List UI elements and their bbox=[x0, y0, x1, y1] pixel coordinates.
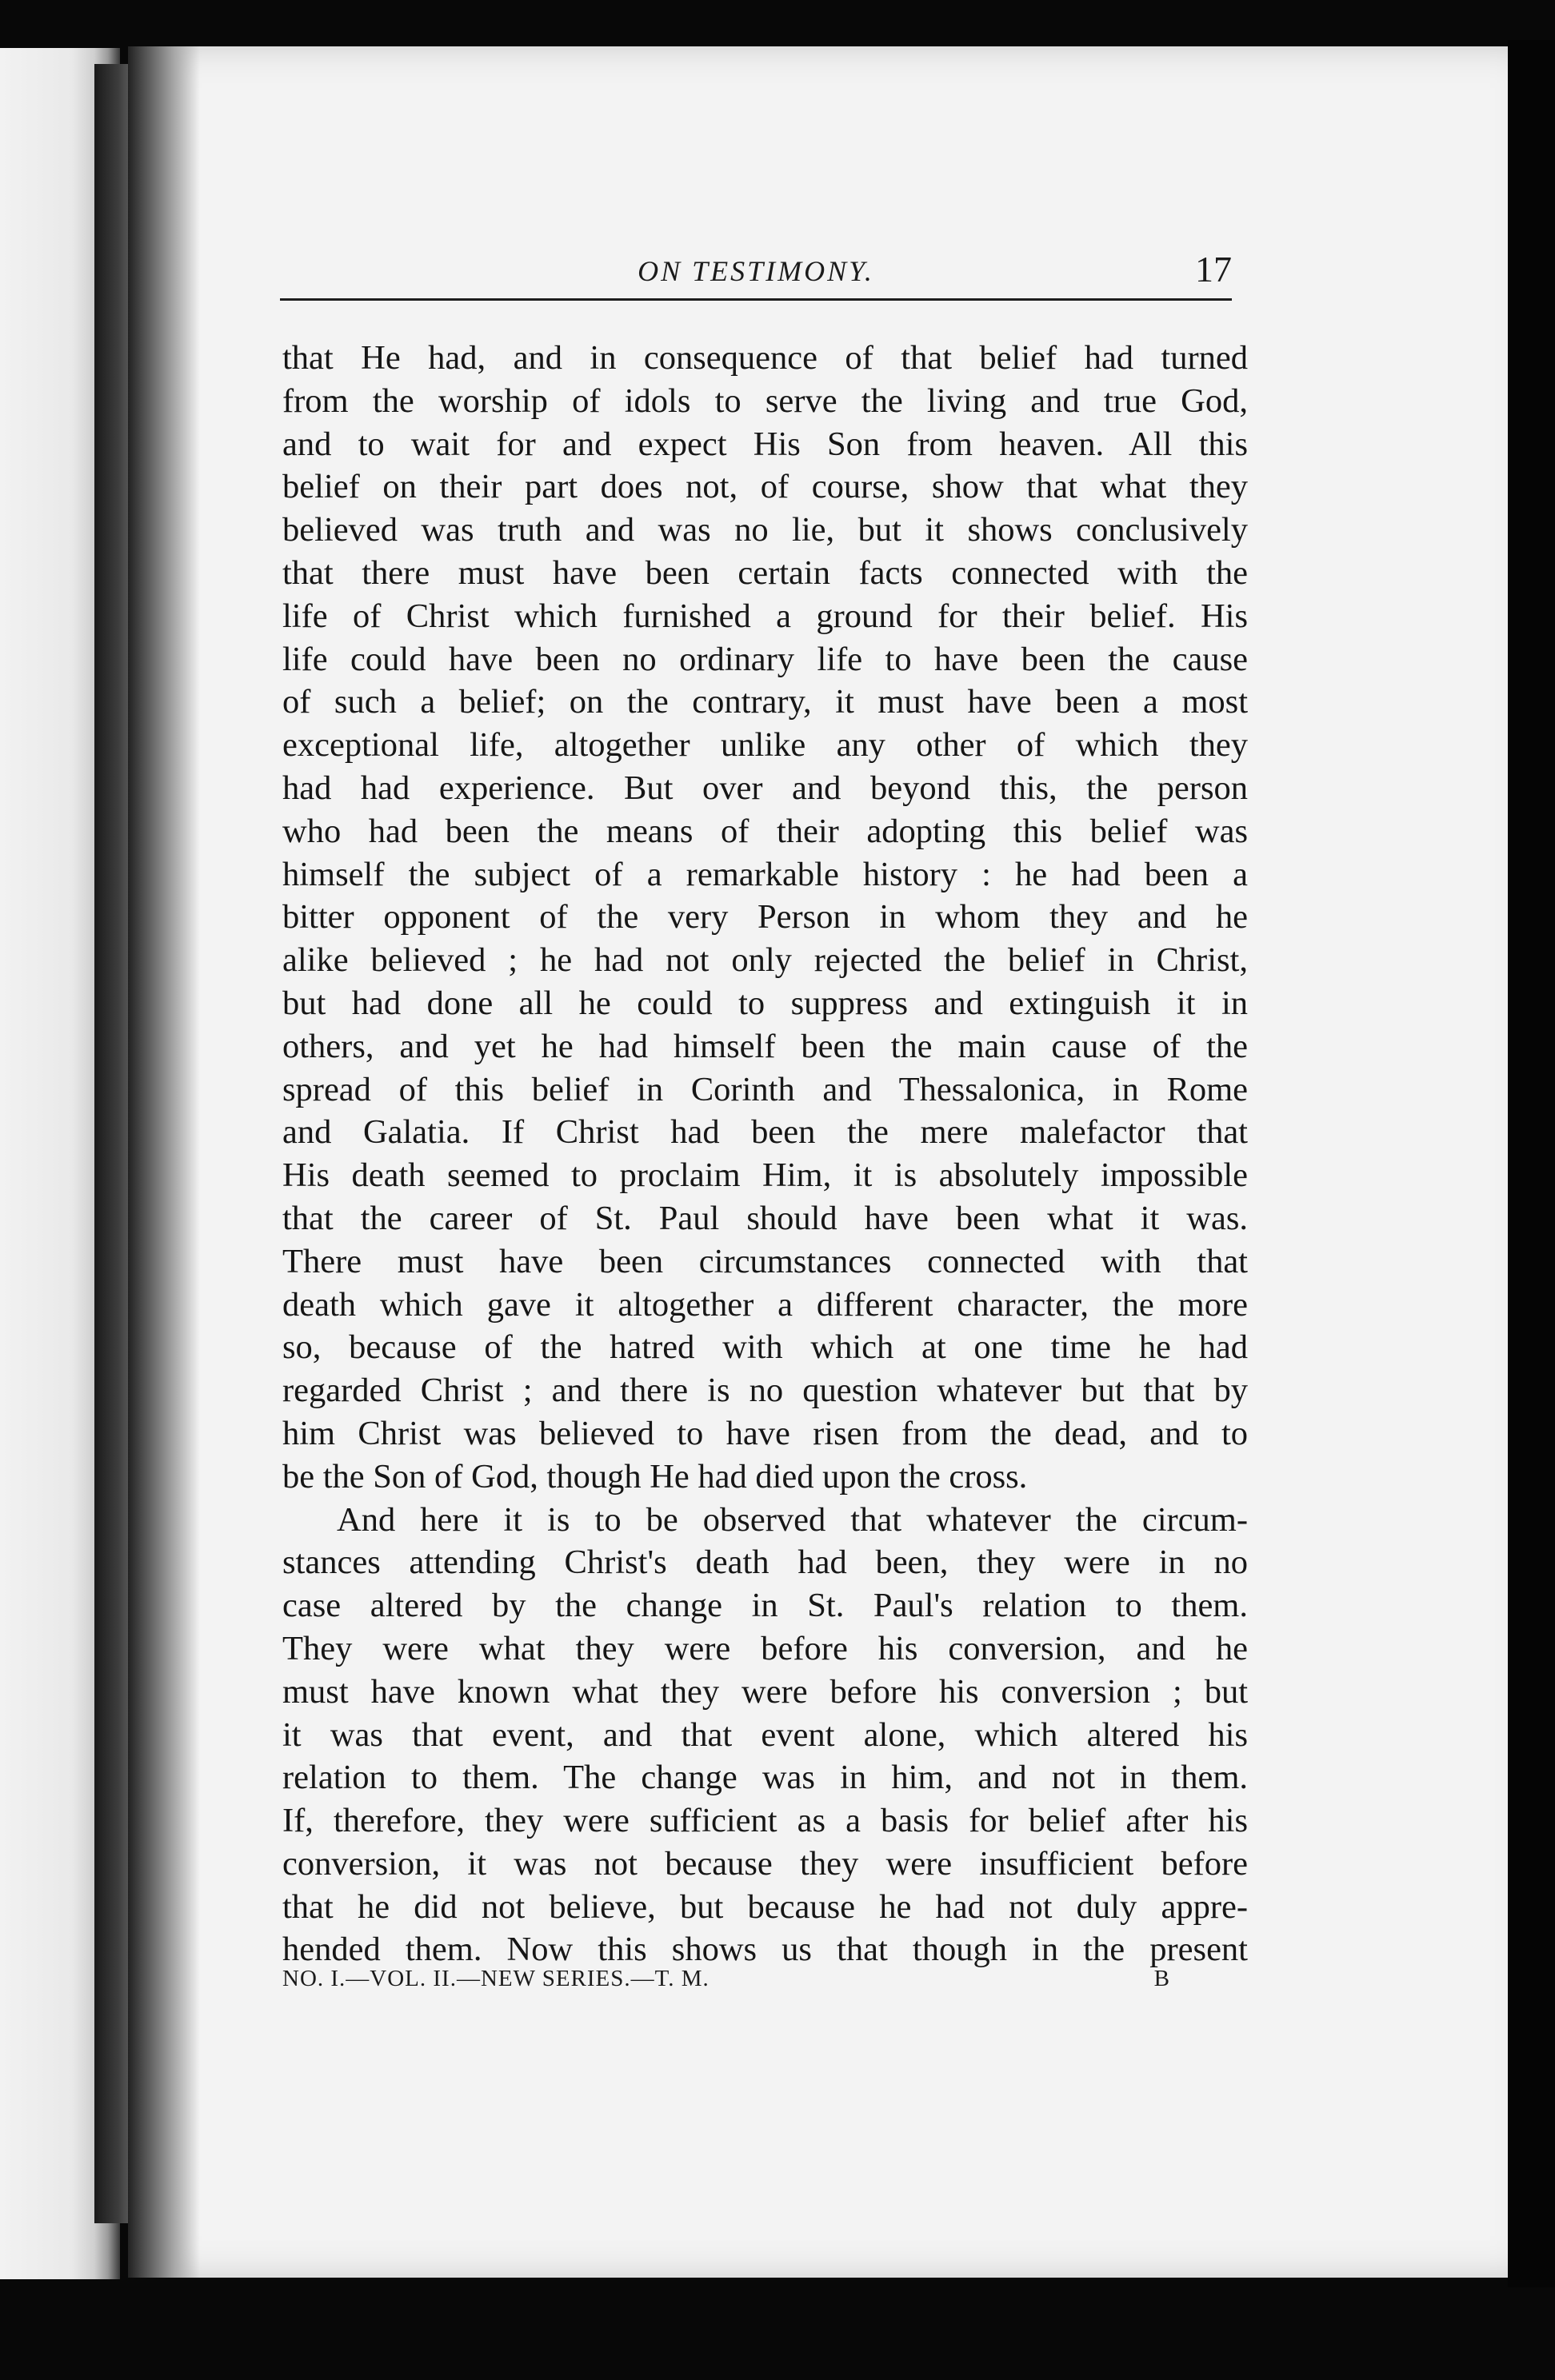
text-line: who had been the means of their adopting this belief was bbox=[282, 812, 1248, 850]
text-line: belief on their part does not, of course, show that what they bbox=[282, 468, 1248, 506]
text-line: life could have been no ordinary life to have been the cause bbox=[282, 640, 1248, 678]
text-line: him Christ was believed to have risen from the dead, and to bbox=[282, 1414, 1248, 1452]
text-line: believed was truth and was no lie, but it shows conclusively bbox=[282, 511, 1248, 549]
text-line: others, and yet he had himself been the main cause of the bbox=[282, 1027, 1248, 1065]
text-line: that he did not believe, but because he had not duly appre- bbox=[282, 1887, 1248, 1926]
text-line: relation to them. The change was in him, and not in them. bbox=[282, 1759, 1248, 1797]
text-line: of such a belief; on the contrary, it must have been a most bbox=[282, 683, 1248, 721]
running-head bbox=[280, 240, 1232, 304]
text-line: it was that event, and that event alone, which altered his bbox=[282, 1715, 1248, 1754]
text-line: that there must have been certain facts connected with the bbox=[282, 553, 1248, 592]
text-line: that the career of St. Paul should have been what it was. bbox=[282, 1199, 1248, 1237]
body-text bbox=[282, 337, 1248, 1971]
text-line: exceptional life, altogether unlike any other of which they bbox=[282, 726, 1248, 765]
paragraph bbox=[282, 337, 1248, 1499]
text-line: hended them. Now this shows us that though in the present bbox=[282, 1931, 1248, 1969]
text-line: death which gave it altogether a different character, the more bbox=[282, 1285, 1248, 1324]
gathering-letter: B bbox=[1153, 1966, 1170, 1991]
text-line: from the worship of idols to serve the living and true God, bbox=[282, 381, 1248, 420]
text-line: And here it is to be observed that whatever the circum- bbox=[337, 1500, 1248, 1539]
text-line: but had done all he could to suppress and extinguish it in bbox=[282, 984, 1248, 1022]
paragraph bbox=[282, 1499, 1248, 1972]
running-head-title: ON TESTIMONY. bbox=[638, 255, 874, 287]
page-gutter-shadow bbox=[128, 46, 200, 2278]
text-line: spread of this belief in Corinth and Thessalonica, in Rome bbox=[282, 1070, 1248, 1108]
text-line: bitter opponent of the very Person in whom they and he bbox=[282, 898, 1248, 936]
text-line: that He had, and in consequence of that belief had turned bbox=[282, 339, 1248, 377]
scan-border-right bbox=[1508, 40, 1555, 2287]
text-line: must have known what they were before his conversion ; but bbox=[282, 1672, 1248, 1711]
page-number: 17 bbox=[1195, 249, 1232, 290]
text-line: and Galatia. If Christ had been the mere malefactor that bbox=[282, 1113, 1248, 1152]
text-line: alike believed ; he had not only rejected the belief in Christ, bbox=[282, 941, 1248, 980]
text-line: and to wait for and expect His Son from heaven. All this bbox=[282, 425, 1248, 463]
text-line: had had experience. But over and beyond this, the person bbox=[282, 769, 1248, 807]
text-line: conversion, it was not because they were insufficient before bbox=[282, 1844, 1248, 1883]
text-line: case altered by the change in St. Paul's relation to them. bbox=[282, 1587, 1248, 1625]
text-line: His death seemed to proclaim Him, it is absolutely impossible bbox=[282, 1156, 1248, 1195]
text-line: regarded Christ ; and there is no question whatever but that by bbox=[282, 1372, 1248, 1410]
text-line: There must have been circumstances connected with that bbox=[282, 1242, 1248, 1280]
text-line: They were what they were before his conversion, and he bbox=[282, 1629, 1248, 1667]
text-line: stances attending Christ's death had been, they were in no bbox=[282, 1543, 1248, 1582]
signature-mark: NO. I.—VOL. II.—NEW SERIES.—T. M. bbox=[282, 1966, 710, 1991]
header-rule bbox=[280, 298, 1232, 301]
text-line: If, therefore, they were sufficient as a basis for belief after his bbox=[282, 1802, 1248, 1840]
text-line: be the Son of God, though He had died upon the cross. bbox=[282, 1457, 1028, 1495]
text-line: so, because of the hatred with which at one time he had bbox=[282, 1328, 1248, 1367]
text-line: life of Christ which furnished a ground for their belief. His bbox=[282, 597, 1248, 635]
text-line: himself the subject of a remarkable history : he had been a bbox=[282, 855, 1248, 893]
